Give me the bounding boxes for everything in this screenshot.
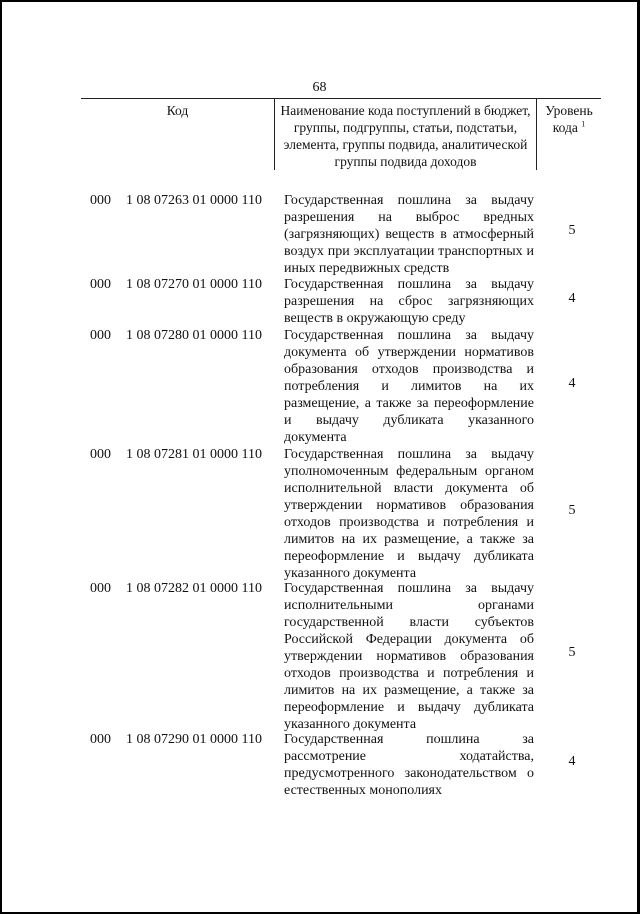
row-code: 1 08 07282 01 0000 110 xyxy=(126,581,262,596)
row-prefix: 000 xyxy=(90,581,111,596)
row-level: 4 xyxy=(568,754,576,769)
row-code: 1 08 07280 01 0000 110 xyxy=(126,328,262,343)
document-page xyxy=(2,2,637,912)
row-description: Государственная пошлина за выдачу разрешения на выброс вредных (загрязняющих) веществ в атмосферный воздух при эксплуатации транспортных и иных передвижных средств xyxy=(284,193,534,276)
row-prefix: 000 xyxy=(90,328,111,343)
row-prefix: 000 xyxy=(90,732,111,747)
row-level: 4 xyxy=(568,291,576,306)
row-description: Государственная пошлина за выдачу разрешения на сброс загрязняющих веществ в окружающую среду xyxy=(284,277,534,326)
row-prefix: 000 xyxy=(90,277,111,292)
header-level-footnote: 1 xyxy=(581,119,586,129)
header-name: Наименование кода поступлений в бюджет, группы, подгруппы, статьи, подстатьи, элемента, группы подвида, аналитической группы подвида доходов xyxy=(274,98,537,170)
row-prefix: 000 xyxy=(90,447,111,462)
header-level-line1: Уровень xyxy=(545,103,593,118)
row-level: 5 xyxy=(568,503,576,518)
row-description: Государственная пошлина за выдачу исполнительными органами государственной власти субъектов Российской Федерации документа об утверждении нормативов образования отходов производства и потребления и лимитов на их размещение, а также за переоформление и выдачу дубликата указанного документа xyxy=(284,581,534,732)
row-level: 4 xyxy=(568,376,576,391)
row-level: 5 xyxy=(568,645,576,660)
row-code: 1 08 07281 01 0000 110 xyxy=(126,447,262,462)
row-prefix: 000 xyxy=(90,193,111,208)
row-code: 1 08 07290 01 0000 110 xyxy=(126,732,262,747)
row-level: 5 xyxy=(568,223,576,238)
row-description: Государственная пошлина за рассмотрение ходатайства, предусмотренного законодательством о естественных монополиях xyxy=(284,732,534,798)
page-number: 68 xyxy=(312,80,327,95)
row-description: Государственная пошлина за выдачу документа об утверждении нормативов образования отходов производства и потребления и лимитов на их размещение, а также за переоформление и выдачу дубликата указанного документа xyxy=(284,328,534,445)
row-code: 1 08 07263 01 0000 110 xyxy=(126,193,262,208)
header-code-label: Код xyxy=(166,103,189,118)
row-code: 1 08 07270 01 0000 110 xyxy=(126,277,262,292)
row-description: Государственная пошлина за выдачу уполномоченным федеральным органом исполнительной власти документа об утверждении нормативов образования отходов производства и потребления и лимитов на их размещение, а также за переоформление и выдачу дубликата указанного документа xyxy=(284,447,534,581)
table-body xyxy=(2,2,637,912)
header-level-word: кода xyxy=(552,120,578,135)
